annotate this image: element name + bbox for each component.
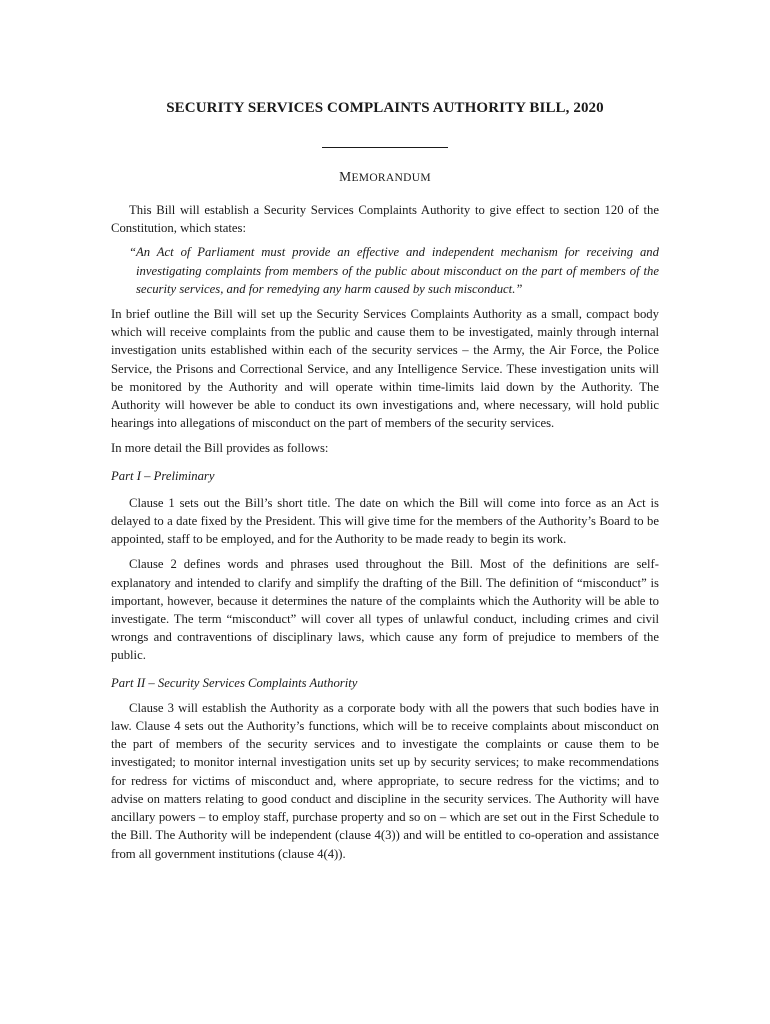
- memorandum-heading: [111, 169, 659, 185]
- part2-heading: Part II – Security Services Complaints Authority: [111, 675, 358, 690]
- part1-heading: Part I – Preliminary: [111, 468, 215, 483]
- intro-paragraph: This Bill will establish a Security Services Complaints Authority to give effect to section 120 of the Constitution, which states:: [111, 203, 659, 236]
- clause1-paragraph: Clause 1 sets out the Bill’s short title. The date on which the Bill will come into force as an Act is delayed to a date fixed by the President. This will give time for the members of the Authority’s Board to be appointed, staff to be employed, and for the Authority to be made ready to begin its work.: [111, 495, 659, 547]
- more-detail-paragraph: In more detail the Bill provides as follows:: [111, 441, 329, 456]
- document-title: SECURITY SERVICES COMPLAINTS AUTHORITY BILL, 2020: [166, 100, 604, 116]
- constitution-quote: “An Act of Parliament must provide an effective and independent mechanism for receiving and investigating complaints from members of the public about misconduct on the part of members of the security services, and for remedying any harm caused by such misconduct.”: [129, 245, 659, 296]
- clause3-paragraph: Clause 3 will establish the Authority as a corporate body with all the powers that such bodies have in law. Clause 4 sets out the Authority’s functions, which will be to receive complaints about misconduct on the part of members of the security services and to investigate the complaints or cause them to be investigated; to monitor internal investigation units set up by security services; to make recommendations for redress for victims of misconduct and, where appropriate, to secure redress for the victims; and to advise on matters relating to good conduct and discipline in the security services. The Authority will have ancillary powers – to employ staff, purchase property and so on – which are set out in the First Schedule to the Bill. The Authority will be independent (clause 4(3)) and will be entitled to co-operation and assistance from all government institutions (clause 4(4)).: [111, 700, 659, 861]
- memorandum-initial: M: [339, 169, 352, 184]
- document-content: [111, 100, 659, 863]
- clause2-paragraph: Clause 2 defines words and phrases used throughout the Bill. Most of the definitions are self-explanatory and intended to clarify and simplify the drafting of the Bill. The definition of “misconduct” is important, however, because it determines the nature of the complaints which the Authority will be able to investigate. The term “misconduct” will cover all types of unlawful conduct, including crimes and civil wrongs and contraventions of disciplinary laws, which cause any form of prejudice to members of the public.: [111, 557, 659, 663]
- memorandum-rest: EMORANDUM: [351, 172, 431, 184]
- title-underline: [322, 147, 448, 148]
- outline-paragraph: In brief outline the Bill will set up the Security Services Complaints Authority as a small, compact body which will receive complaints from the public and cause them to be investigated, mainly through internal investigation units established within each of the security services – the Army, the Air Force, the Police Service, the Prisons and Correctional Service, and any Intelligence Service. These investigation units will be monitored by the Authority and will operate within time-limits laid down by the Authority. The Authority will however be able to conduct its own investigations and, where necessary, will hold public hearings into allegations of misconduct on the part of members of the security services.: [111, 307, 659, 431]
